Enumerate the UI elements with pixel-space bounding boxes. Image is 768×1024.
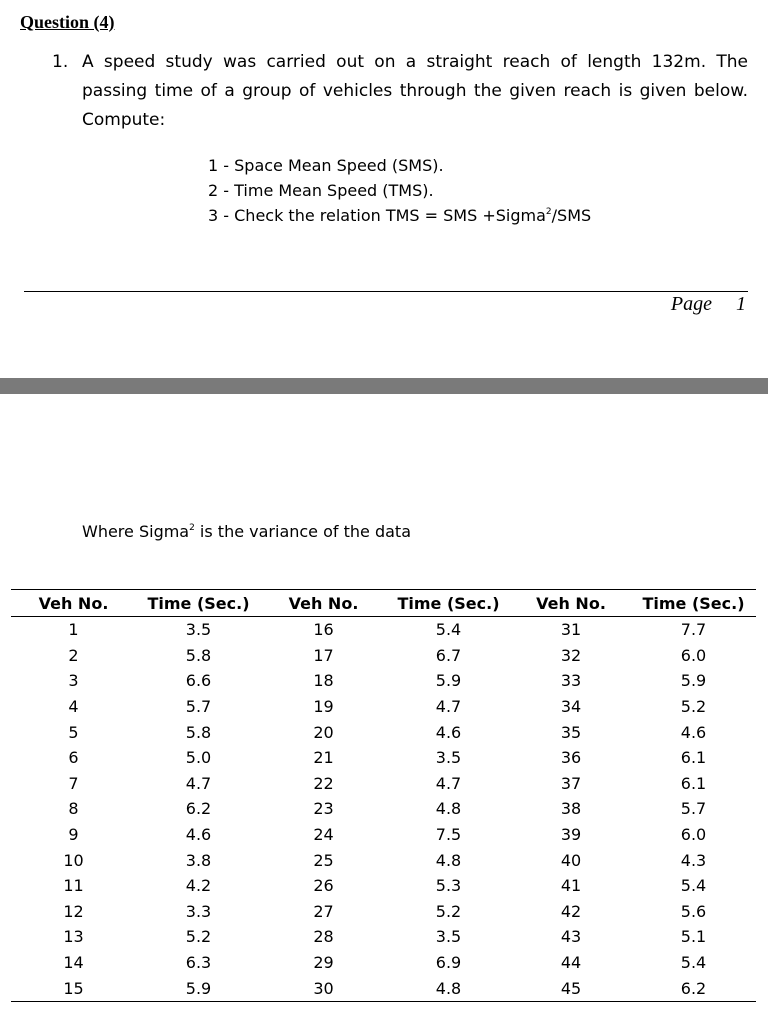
- header-veh-no-1: Veh No.: [11, 590, 136, 617]
- cell-veh-no: 31: [560, 620, 582, 640]
- table-row: [11, 668, 756, 694]
- cell-veh-no: 20: [313, 722, 334, 742]
- table-body: [11, 617, 756, 1002]
- page-label: Page: [670, 293, 712, 315]
- cell-veh-no: 6: [68, 748, 79, 768]
- cell-veh-no: 43: [560, 927, 582, 947]
- cell-time: 5.8: [185, 645, 212, 665]
- cell-veh-no: 3: [68, 671, 79, 691]
- header-time-2: Time (Sec.): [386, 590, 511, 617]
- variance-note: [82, 522, 411, 541]
- table-header-row: [11, 590, 756, 617]
- cell-veh-no: 4: [68, 697, 79, 717]
- page-number: 1: [736, 293, 746, 315]
- cell-time: 5.2: [680, 697, 707, 717]
- cell-veh-no: 25: [313, 850, 334, 870]
- table-row: [11, 950, 756, 976]
- cell-time: 6.1: [680, 773, 707, 793]
- paragraph-line-2: passing time of a group of vehicles through the given reach is given below.: [82, 81, 748, 101]
- cell-time: 4.7: [435, 773, 462, 793]
- cell-veh-no: 11: [63, 876, 84, 896]
- cell-time: 5.9: [136, 975, 261, 1001]
- cell-time: 5.9: [435, 671, 462, 691]
- task-sms: 1 - Space Mean Speed (SMS).: [208, 156, 444, 175]
- table-row: [11, 745, 756, 771]
- task-check-relation: [208, 206, 591, 225]
- cell-time: 4.7: [185, 773, 212, 793]
- cell-time: 4.2: [185, 876, 212, 896]
- cell-time: 5.8: [185, 722, 212, 742]
- header-time-3: Time (Sec.): [631, 590, 756, 617]
- cell-time: 5.4: [680, 953, 707, 973]
- cell-veh-no: 38: [560, 799, 582, 819]
- table-row: [11, 924, 756, 950]
- cell-time: 4.8: [435, 850, 462, 870]
- cell-veh-no: 9: [68, 825, 79, 845]
- header-time-1: Time (Sec.): [136, 590, 261, 617]
- footer-rule: [24, 291, 748, 292]
- header-veh-no-3: Veh No.: [511, 590, 631, 617]
- cell-veh-no: 8: [68, 799, 79, 819]
- cell-time: 5.1: [680, 927, 707, 947]
- cell-time: 5.6: [680, 901, 707, 921]
- cell-veh-no: 14: [63, 953, 84, 973]
- cell-veh-no: 22: [313, 773, 334, 793]
- table-row: [11, 975, 756, 1001]
- header-veh-no-2: Veh No.: [261, 590, 386, 617]
- cell-time: 5.9: [680, 671, 707, 691]
- cell-time: 4.6: [435, 722, 462, 742]
- table-row: [11, 822, 756, 848]
- cell-veh-no: 15: [11, 975, 136, 1001]
- cell-time: 4.7: [435, 697, 462, 717]
- paragraph-line-1: A speed study was carried out on a straight reach of length 132m. The: [82, 52, 748, 72]
- cell-veh-no: 23: [313, 799, 334, 819]
- cell-veh-no: 12: [63, 901, 84, 921]
- cell-time: 4.8: [435, 799, 462, 819]
- cell-time: 6.2: [631, 975, 756, 1001]
- page-break-separator: [0, 378, 768, 394]
- cell-time: 7.7: [680, 620, 707, 640]
- cell-time: 4.8: [386, 975, 511, 1001]
- passing-time-table: [11, 589, 756, 1002]
- paragraph-line-3: Compute:: [82, 110, 166, 130]
- cell-time: 6.1: [680, 748, 707, 768]
- cell-veh-no: 41: [560, 876, 582, 896]
- cell-time: 3.5: [185, 620, 212, 640]
- table-row: [11, 694, 756, 720]
- cell-time: 5.7: [185, 697, 212, 717]
- cell-veh-no: 30: [261, 975, 386, 1001]
- cell-time: 4.3: [680, 850, 707, 870]
- page-footer: [671, 293, 746, 316]
- cell-veh-no: 21: [313, 748, 334, 768]
- cell-veh-no: 45: [511, 975, 631, 1001]
- cell-time: 5.2: [185, 927, 212, 947]
- cell-time: 5.3: [435, 876, 462, 896]
- table-row: [11, 847, 756, 873]
- table-row: [11, 719, 756, 745]
- task-check-text: 3 - Check the relation TMS = SMS +Sigma: [208, 206, 546, 225]
- table-row: [11, 899, 756, 925]
- item-number: 1.: [52, 52, 69, 72]
- cell-time: 5.4: [435, 620, 462, 640]
- cell-veh-no: 29: [313, 953, 334, 973]
- cell-time: 6.6: [185, 671, 212, 691]
- cell-time: 7.5: [435, 825, 462, 845]
- cell-veh-no: 26: [313, 876, 334, 896]
- cell-time: 6.7: [435, 645, 462, 665]
- cell-time: 6.3: [185, 953, 212, 973]
- cell-veh-no: 27: [313, 901, 334, 921]
- table-row: [11, 771, 756, 797]
- cell-veh-no: 19: [313, 697, 334, 717]
- cell-time: 5.2: [435, 901, 462, 921]
- cell-veh-no: 5: [68, 722, 79, 742]
- cell-time: 6.9: [435, 953, 462, 973]
- cell-time: 5.7: [680, 799, 707, 819]
- cell-veh-no: 40: [560, 850, 582, 870]
- cell-veh-no: 18: [313, 671, 334, 691]
- cell-veh-no: 13: [63, 927, 84, 947]
- cell-veh-no: 16: [313, 620, 334, 640]
- cell-veh-no: 33: [560, 671, 582, 691]
- cell-time: 6.0: [680, 825, 707, 845]
- cell-veh-no: 34: [560, 697, 582, 717]
- cell-time: 4.6: [185, 825, 212, 845]
- cell-veh-no: 17: [313, 645, 334, 665]
- cell-time: 3.3: [185, 901, 212, 921]
- cell-veh-no: 1: [68, 620, 79, 640]
- cell-veh-no: 36: [560, 748, 582, 768]
- cell-veh-no: 44: [560, 953, 582, 973]
- task-check-text-end: /SMS: [551, 206, 592, 225]
- cell-veh-no: 32: [560, 645, 582, 665]
- cell-time: 6.2: [185, 799, 212, 819]
- cell-time: 4.6: [680, 722, 707, 742]
- note-superscript: 2: [189, 523, 195, 533]
- table-row: [11, 796, 756, 822]
- table-row: [11, 617, 756, 643]
- question-title: Question (4): [20, 12, 115, 32]
- table-row: [11, 873, 756, 899]
- cell-time: 5.4: [680, 876, 707, 896]
- task-tms: 2 - Time Mean Speed (TMS).: [208, 181, 434, 200]
- cell-time: 6.0: [680, 645, 707, 665]
- cell-veh-no: 24: [313, 825, 334, 845]
- cell-veh-no: 7: [68, 773, 79, 793]
- cell-veh-no: 37: [560, 773, 582, 793]
- note-text: Where Sigma: [82, 522, 190, 541]
- cell-veh-no: 28: [313, 927, 334, 947]
- cell-time: 5.0: [185, 748, 212, 768]
- cell-time: 3.5: [435, 748, 462, 768]
- cell-veh-no: 35: [560, 722, 582, 742]
- note-text-end: is the variance of the data: [194, 522, 411, 541]
- cell-veh-no: 10: [63, 850, 84, 870]
- cell-time: 3.8: [185, 850, 212, 870]
- cell-time: 3.5: [435, 927, 462, 947]
- cell-veh-no: 39: [560, 825, 582, 845]
- cell-veh-no: 42: [560, 901, 582, 921]
- table-row: [11, 643, 756, 669]
- cell-veh-no: 2: [68, 645, 79, 665]
- task-check-superscript: 2: [545, 207, 552, 217]
